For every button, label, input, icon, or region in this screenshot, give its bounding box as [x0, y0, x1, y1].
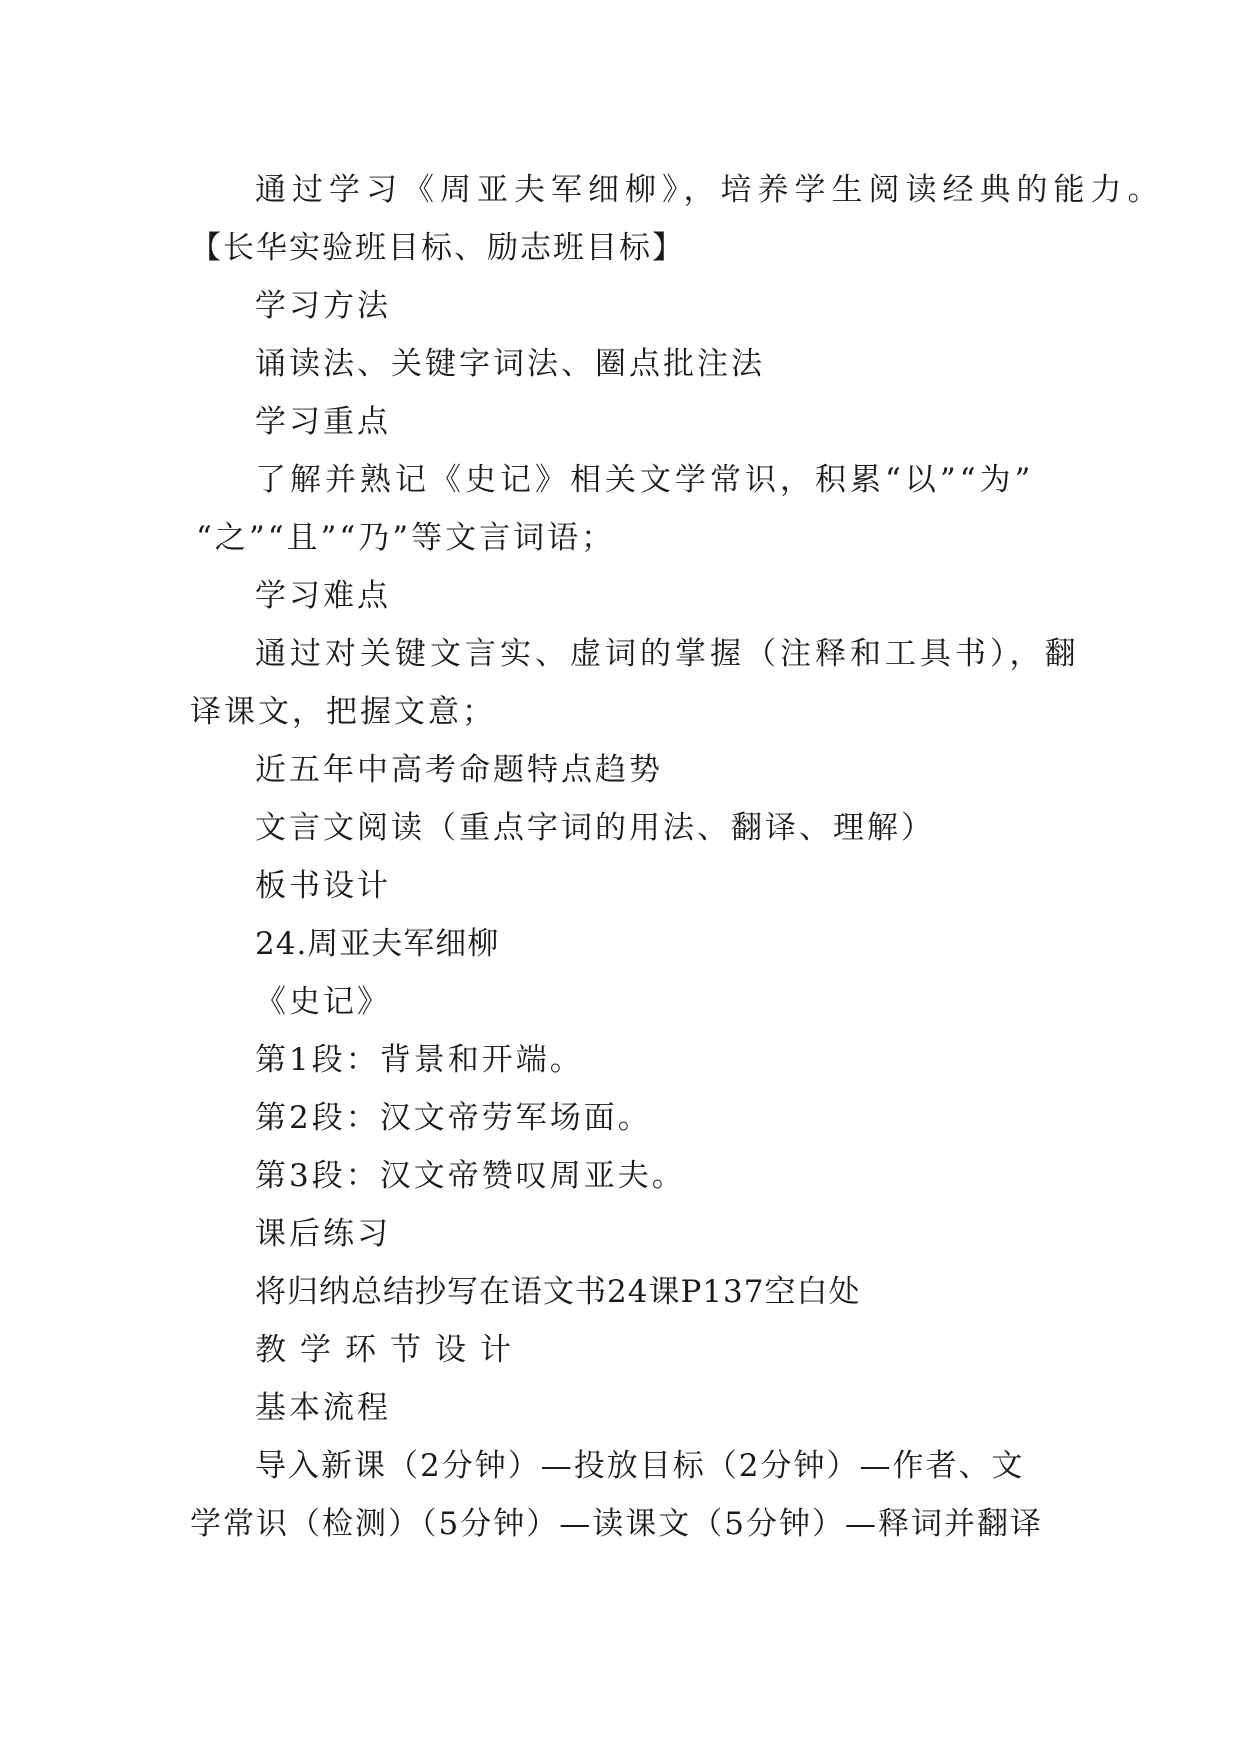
flow-text-line2: 学常识（检测）（5分钟）—读课文（5分钟）—释词并翻译 — [190, 1506, 1043, 1542]
exam-trends-text: 文言文阅读（重点字词的用法、翻译、理解） — [255, 810, 935, 846]
section-heading-difficulties: 学习难点 — [255, 578, 391, 614]
section-heading-basic-flow: 基本流程 — [255, 1390, 391, 1426]
difficulties-text-line2: 译课文，把握文意； — [190, 694, 496, 730]
section-heading-board-design: 板书设计 — [255, 868, 391, 904]
homework-text: 将归纳总结抄写在语文书24课P137空白处 — [255, 1274, 861, 1310]
board-paragraph-1: 第1段：背景和开端。 — [255, 1042, 584, 1078]
section-heading-homework: 课后练习 — [255, 1216, 391, 1252]
key-points-text-line1: 了解并熟记《史记》相关文学常识，积累“以”“为” — [255, 462, 1035, 498]
paragraph-goal-reading: 通过学习《周亚夫军细柳》，培养学生阅读经典的能力。 — [255, 172, 1165, 208]
method-text: 诵读法、关键字词法、圈点批注法 — [255, 346, 765, 382]
key-points-text-line2: “之”“且”“乃”等文言词语； — [196, 520, 616, 556]
board-paragraph-2: 第2段：汉文帝劳军场面。 — [255, 1100, 652, 1136]
board-paragraph-3: 第3段：汉文帝赞叹周亚夫。 — [255, 1158, 686, 1194]
flow-text-line1: 导入新课（2分钟）—投放目标（2分钟）—作者、文 — [255, 1448, 1025, 1484]
class-target-heading: 【长华实验班目标、励志班目标】 — [190, 230, 685, 266]
section-heading-method: 学习方法 — [255, 288, 391, 324]
section-heading-exam-trends: 近五年中高考命题特点趋势 — [255, 752, 663, 788]
board-source: 《史记》 — [255, 984, 391, 1020]
difficulties-text-line1: 通过对关键文言实、虚词的掌握（注释和工具书），翻 — [255, 636, 1080, 672]
section-heading-teaching-design: 教学环节设计 — [255, 1332, 525, 1368]
section-heading-key-points: 学习重点 — [255, 404, 391, 440]
board-lesson-title: 24.周亚夫军细柳 — [255, 926, 500, 962]
